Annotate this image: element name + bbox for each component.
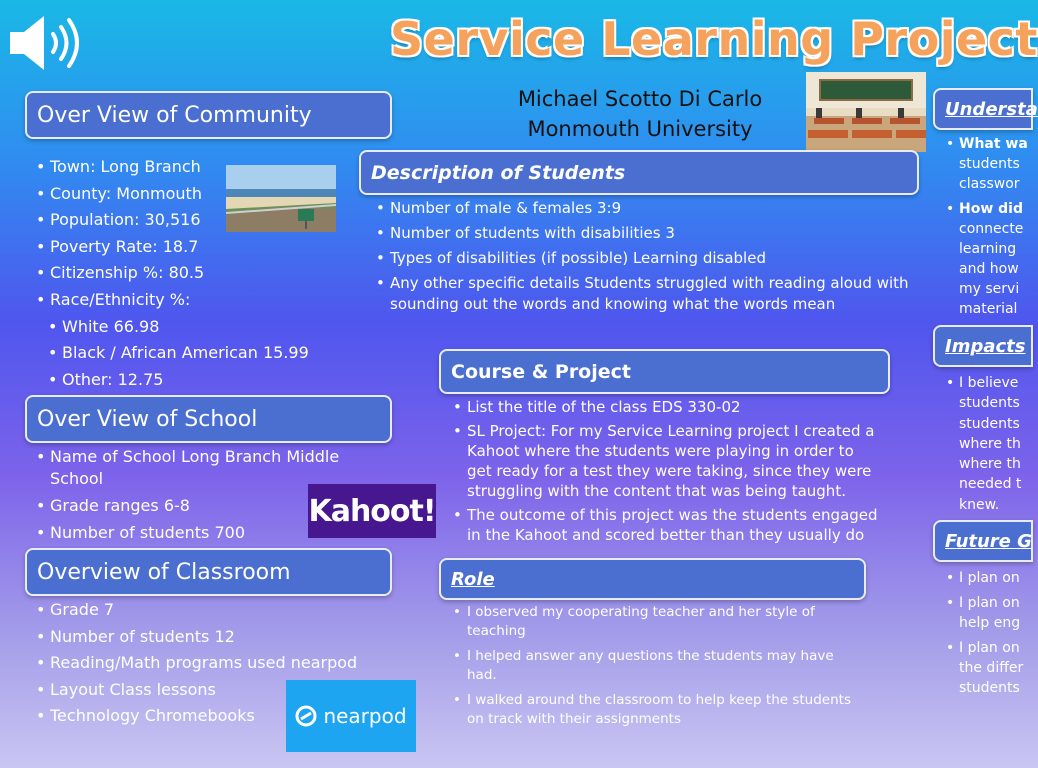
course-header: Course & Project <box>439 349 890 394</box>
list-item: • I helped answer any questions the students may have had. <box>453 647 853 685</box>
list-item: • Types of disabilities (if possible) Learning disabled <box>376 248 916 269</box>
list-item: • Citizenship %: 80.5 <box>36 260 336 287</box>
list-item: • Any other specific details Students struggled with reading aloud with sounding out the words and knowing what the words mean <box>376 273 916 315</box>
impacts-list: • I believe students students where th where th needed t knew. <box>946 375 1022 513</box>
list-item: • Number of students with disabilities 3 <box>376 223 916 244</box>
understand-q1: What wa <box>959 136 1028 152</box>
course-list <box>453 397 883 549</box>
list-item: • Race/Ethnicity %: <box>36 287 336 314</box>
nearpod-logo: nearpod <box>286 680 416 752</box>
students-list <box>376 198 916 319</box>
list-item: • Number of students 12 <box>36 624 386 651</box>
list-item: • Name of School Long Branch Middle School <box>36 446 351 490</box>
kahoot-logo: Kahoot! <box>308 484 436 538</box>
classroom-header: Overview of Classroom <box>25 548 392 596</box>
classroom-photo <box>806 72 926 152</box>
list-item: • I walked around the classroom to help keep the students on track with their assignments <box>453 691 853 729</box>
list-item: • Grade 7 <box>36 597 386 624</box>
understand-q2: How did <box>959 201 1023 217</box>
future-list: • I plan on • I plan on help eng • I plan on the differ students <box>946 570 1024 696</box>
speaker-icon[interactable] <box>6 12 86 74</box>
list-item: • Other: 12.75 <box>36 367 336 394</box>
beach-photo <box>226 165 336 232</box>
list-item: • Number of male & females 3:9 <box>376 198 916 219</box>
school-header: Over View of School <box>25 395 392 443</box>
list-item: • Grade ranges 6-8 <box>36 495 351 517</box>
understand-header: Understa <box>933 88 1033 130</box>
list-item: • Layout Class lessons <box>36 677 386 704</box>
understand-list: • What wa students classwor • How did connecte learning and how my servi material <box>946 136 1028 317</box>
impacts-header: Impacts <box>933 325 1033 367</box>
future-header: Future G <box>933 520 1033 562</box>
role-list <box>453 603 853 735</box>
list-item: • List the title of the class EDS 330-02 <box>453 397 883 417</box>
author-block <box>470 84 810 144</box>
role-header: Role <box>439 558 866 600</box>
list-item: • The outcome of this project was the students engaged in the Kahoot and scored better than they usually do <box>453 505 883 545</box>
author-name: Michael Scotto Di Carlo <box>517 87 763 111</box>
list-item: • Reading/Math programs used nearpod <box>36 650 386 677</box>
community-header: Over View of Community <box>25 91 392 139</box>
author-school: Monmouth University <box>527 117 753 141</box>
list-item: • I observed my cooperating teacher and her style of teaching <box>453 603 853 641</box>
list-item: • SL Project: For my Service Learning project I created a Kahoot where the students were playing in order to get ready for a test they were taking, since they were struggling with the content that was being taught. <box>453 421 883 501</box>
list-item: • Technology Chromebooks <box>36 703 386 730</box>
list-item: • White 66.98 <box>36 314 336 341</box>
poster-title: Service Learning Project <box>390 12 1038 66</box>
students-header: Description of Students <box>359 150 919 195</box>
school-list <box>36 446 351 544</box>
list-item: • Black / African American 15.99 <box>36 340 336 367</box>
list-item: • Town: Long Branch <box>36 154 336 181</box>
list-item: • County: Monmouth <box>36 181 336 208</box>
list-item: • Poverty Rate: 18.7 <box>36 234 336 261</box>
list-item: • Population: 30,516 <box>36 207 336 234</box>
list-item: • Number of students 700 <box>36 522 351 544</box>
